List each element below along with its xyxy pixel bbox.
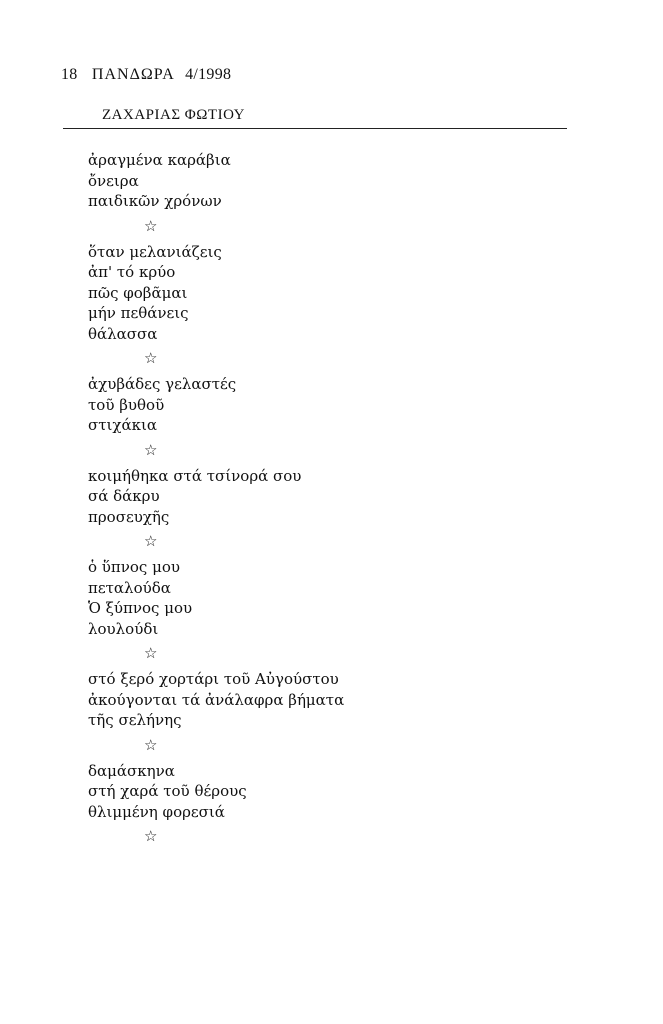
star-separator-icon: ☆	[144, 349, 158, 367]
stanza	[88, 150, 508, 212]
star-separator-icon: ☆	[144, 532, 158, 550]
poem-line: μήν πεθάνεις	[88, 304, 189, 322]
journal-title: ΠΑΝΔΩΡΑ	[91, 66, 175, 83]
poem-line: κοιμήθηκα στά τσίνορά σου	[88, 466, 302, 485]
stanza	[88, 374, 508, 436]
stanza	[88, 242, 508, 345]
poem-line: ὄνειρα	[88, 171, 139, 190]
star-separator-icon: ☆	[144, 440, 158, 459]
poem-line: ἀραγμένα καράβια	[88, 151, 231, 169]
poem-line: θάλασσα	[88, 324, 158, 343]
poem-line: προσευχῆς	[88, 507, 170, 526]
poem-line: σά δάκρυ	[88, 487, 160, 505]
stanza	[88, 761, 508, 823]
poem-line: ἀχυβάδες γελαστές	[88, 375, 237, 393]
poem-line: πεταλούδα	[88, 578, 171, 597]
poem-line: λουλούδι	[88, 619, 159, 638]
stanza	[88, 466, 508, 528]
poem-line: θλιμμένη φορεσιά	[88, 802, 225, 821]
star-separator-icon: ☆	[144, 735, 158, 754]
poem-line: στό ξερό χορτάρι τοῦ Αὐγούστου	[88, 670, 339, 688]
poem-line: στή χαρά τοῦ θέρους	[88, 782, 247, 800]
poem-line: τῆς σελήνης	[88, 711, 182, 729]
header-rule	[63, 128, 567, 129]
poem-line: στιχάκια	[88, 416, 158, 434]
poem-line: πῶς φοβᾶμαι	[88, 283, 188, 302]
poem-line: δαμάσκηνα	[88, 761, 175, 780]
author-name: ΖΑΧΑΡΙΑΣ ΦΩΤΙΟΥ	[102, 107, 245, 123]
stanza	[88, 557, 508, 639]
poem-line: παιδικῶν χρόνων	[88, 192, 222, 210]
poem-line: ὁ ὕπνος μου	[88, 558, 180, 576]
star-separator-icon: ☆	[144, 827, 158, 845]
poem-line: ὅταν μελανιάζεις	[88, 242, 222, 261]
poem-line: ἀκούγονται τά ἀνάλαφρα βήματα	[88, 690, 345, 709]
stanza	[88, 669, 508, 731]
page-number: 18	[61, 66, 78, 83]
running-head	[61, 66, 231, 84]
poem-body	[88, 150, 508, 852]
issue-number: 4/1998	[185, 66, 232, 83]
poem-line: Ὁ ξύπνος μου	[88, 599, 193, 617]
poem-line: ἀπ' τό κρύο	[88, 263, 176, 281]
star-separator-icon: ☆	[144, 216, 158, 235]
star-separator-icon: ☆	[144, 644, 158, 662]
poem-line: τοῦ βυθοῦ	[88, 395, 165, 414]
